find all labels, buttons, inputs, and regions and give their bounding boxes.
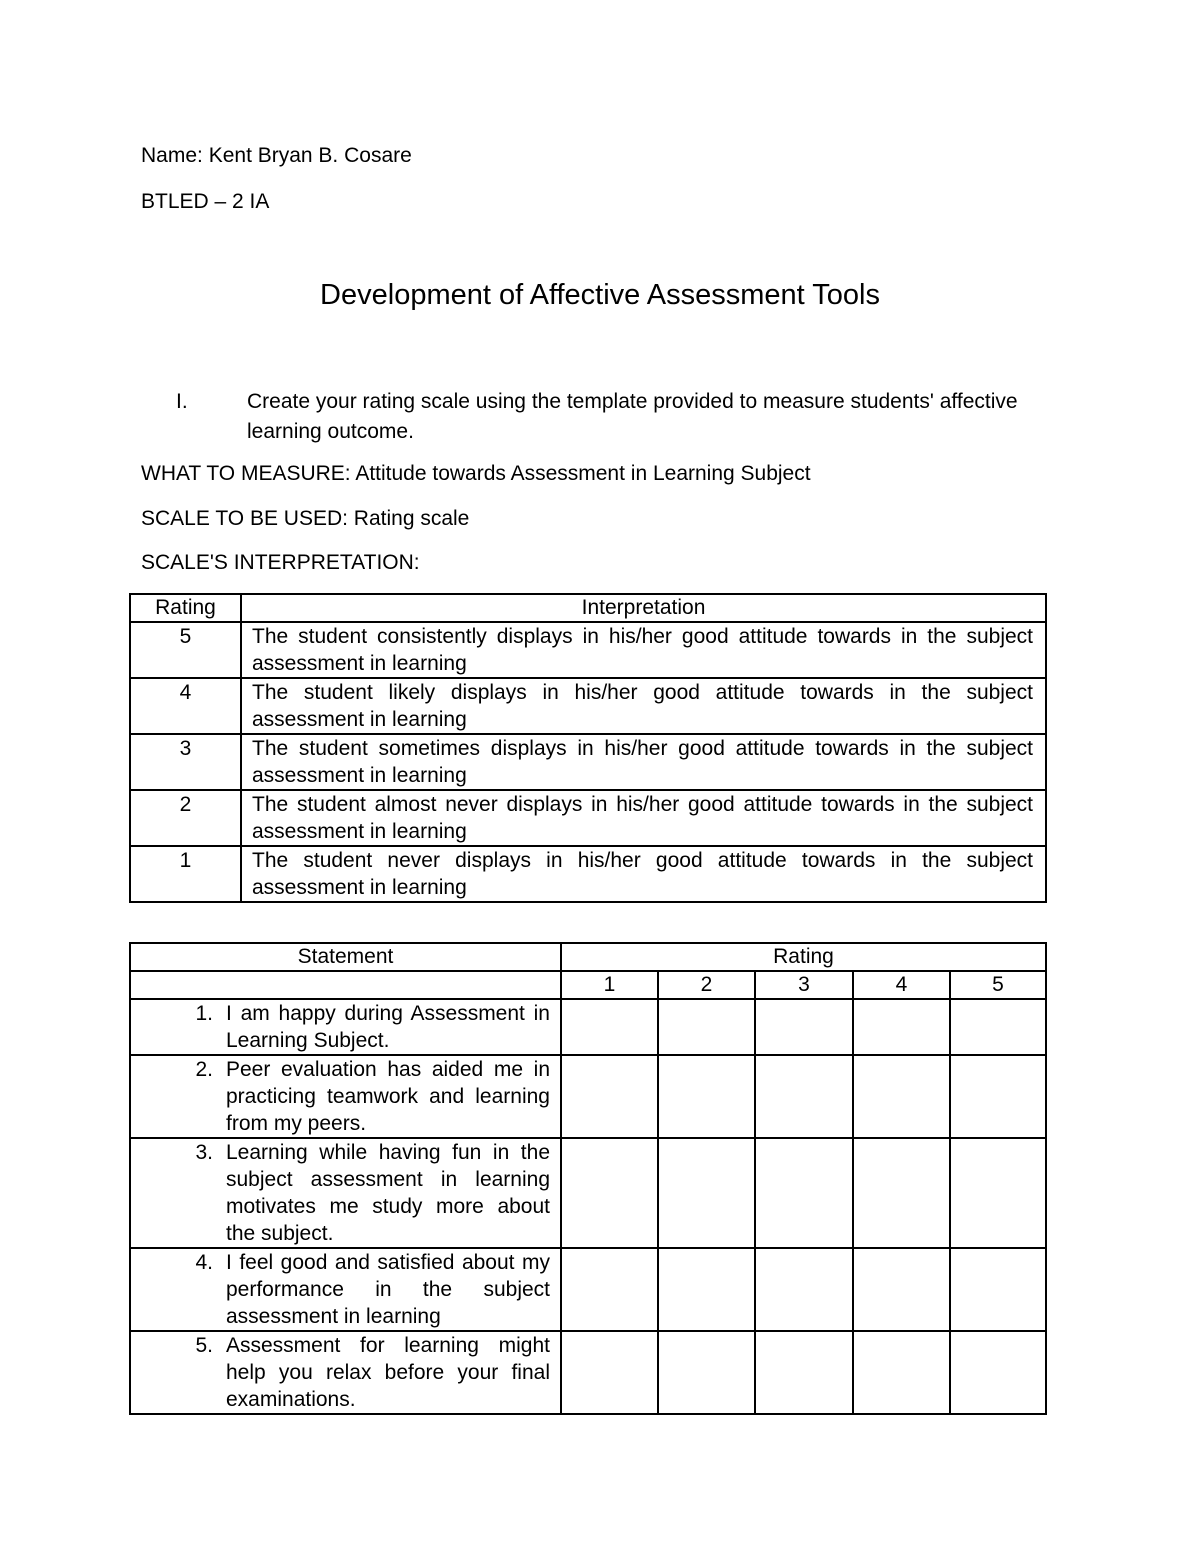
- scale-row: [130, 846, 1046, 902]
- scale-interpretation: The student almost never displays in his/her good attitude towards in the subject assessment in learning: [241, 790, 1046, 846]
- statement-text: I feel good and satisfied about my performance in the subject assessment in learning: [226, 1251, 550, 1328]
- statement-table-header: [130, 943, 1046, 971]
- statement-text: Assessment for learning might help you relax before your final examinations.: [226, 1334, 550, 1411]
- rating-column-header: Rating: [130, 594, 241, 622]
- instruction-number: I.: [176, 390, 188, 413]
- scale-interpretation: The student never displays in his/her good attitude towards in the subject assessment in learning: [241, 846, 1046, 902]
- statement-number: 3.: [195, 1141, 213, 1164]
- class-section-line: BTLED – 2 IA: [141, 190, 270, 213]
- scale-to-be-used: SCALE TO BE USED: Rating scale: [141, 507, 470, 530]
- statement-rating-table: [129, 942, 1047, 1415]
- rating-cell[interactable]: [853, 1055, 950, 1138]
- scale-interpretation-label: SCALE'S INTERPRETATION:: [141, 551, 420, 574]
- rating-cell[interactable]: [561, 1331, 658, 1414]
- scale-row: [130, 790, 1046, 846]
- rating-col-4: 4: [853, 971, 950, 999]
- rating-cell[interactable]: [658, 1331, 755, 1414]
- rating-cell[interactable]: [853, 1331, 950, 1414]
- scale-rating: 1: [130, 846, 241, 902]
- scale-row: [130, 734, 1046, 790]
- empty-header-cell: [130, 971, 561, 999]
- name-label: Name: [141, 144, 198, 167]
- statement-column-header: Statement: [130, 943, 561, 971]
- statement-text: Learning while having fun in the subject assessment in learning motivates me study more about the subject.: [226, 1141, 550, 1245]
- statement-number: 1.: [195, 1002, 213, 1025]
- rating-cell[interactable]: [950, 999, 1046, 1055]
- scale-rating: 3: [130, 734, 241, 790]
- rating-cell[interactable]: [755, 1248, 853, 1331]
- scale-row: [130, 678, 1046, 734]
- rating-cell[interactable]: [658, 999, 755, 1055]
- instruction-text: Create your rating scale using the template provided to measure students' affective learning outcome.: [247, 390, 1018, 443]
- statement-text: I am happy during Assessment in Learning Subject.: [226, 1002, 550, 1052]
- statement-row: [130, 1138, 1046, 1248]
- rating-cell[interactable]: [853, 1248, 950, 1331]
- rating-cell[interactable]: [658, 1248, 755, 1331]
- interpretation-column-header: Interpretation: [241, 594, 1046, 622]
- rating-scale-header: [130, 971, 1046, 999]
- rating-cell[interactable]: [853, 999, 950, 1055]
- document-title: Development of Affective Assessment Tools: [320, 279, 880, 311]
- statement-number: 2.: [195, 1058, 213, 1081]
- scale-row: [130, 622, 1046, 678]
- scale-interpretation-table: [129, 593, 1047, 903]
- rating-col-2: 2: [658, 971, 755, 999]
- statement-number: 4.: [195, 1251, 213, 1274]
- statement-row: [130, 1248, 1046, 1331]
- rating-cell[interactable]: [658, 1138, 755, 1248]
- statement-text: Peer evaluation has aided me in practicing teamwork and learning from my peers.: [226, 1058, 550, 1135]
- rating-cell[interactable]: [755, 1138, 853, 1248]
- what-to-measure: WHAT TO MEASURE: Attitude towards Assessment in Learning Subject: [141, 462, 811, 485]
- statement-row: [130, 1331, 1046, 1414]
- rating-cell[interactable]: [561, 1248, 658, 1331]
- rating-cell[interactable]: [561, 1055, 658, 1138]
- rating-cell[interactable]: [755, 1331, 853, 1414]
- scale-rating: 4: [130, 678, 241, 734]
- rating-col-3: 3: [755, 971, 853, 999]
- statement-row: [130, 999, 1046, 1055]
- rating-cell[interactable]: [561, 999, 658, 1055]
- rating-cell[interactable]: [561, 1138, 658, 1248]
- name-value: : Kent Bryan B. Cosare: [197, 144, 412, 167]
- rating-cell[interactable]: [853, 1138, 950, 1248]
- statement-number: 5.: [195, 1334, 213, 1357]
- scale-table-header: [130, 594, 1046, 622]
- scale-rating: 2: [130, 790, 241, 846]
- scale-interpretation: The student consistently displays in his/her good attitude towards in the subject assessment in learning: [241, 622, 1046, 678]
- rating-col-1: 1: [561, 971, 658, 999]
- rating-cell[interactable]: [755, 1055, 853, 1138]
- rating-cell[interactable]: [950, 1331, 1046, 1414]
- rating-cell[interactable]: [755, 999, 853, 1055]
- student-name-line: [141, 144, 412, 168]
- rating-cell[interactable]: [950, 1055, 1046, 1138]
- statement-row: [130, 1055, 1046, 1138]
- scale-rating: 5: [130, 622, 241, 678]
- scale-interpretation: The student sometimes displays in his/her good attitude towards in the subject assessment in learning: [241, 734, 1046, 790]
- scale-interpretation: The student likely displays in his/her good attitude towards in the subject assessment in learning: [241, 678, 1046, 734]
- rating-cell[interactable]: [658, 1055, 755, 1138]
- rating-cell[interactable]: [950, 1248, 1046, 1331]
- rating-cell[interactable]: [950, 1138, 1046, 1248]
- rating-col-5: 5: [950, 971, 1046, 999]
- rating-group-header: Rating: [561, 943, 1046, 971]
